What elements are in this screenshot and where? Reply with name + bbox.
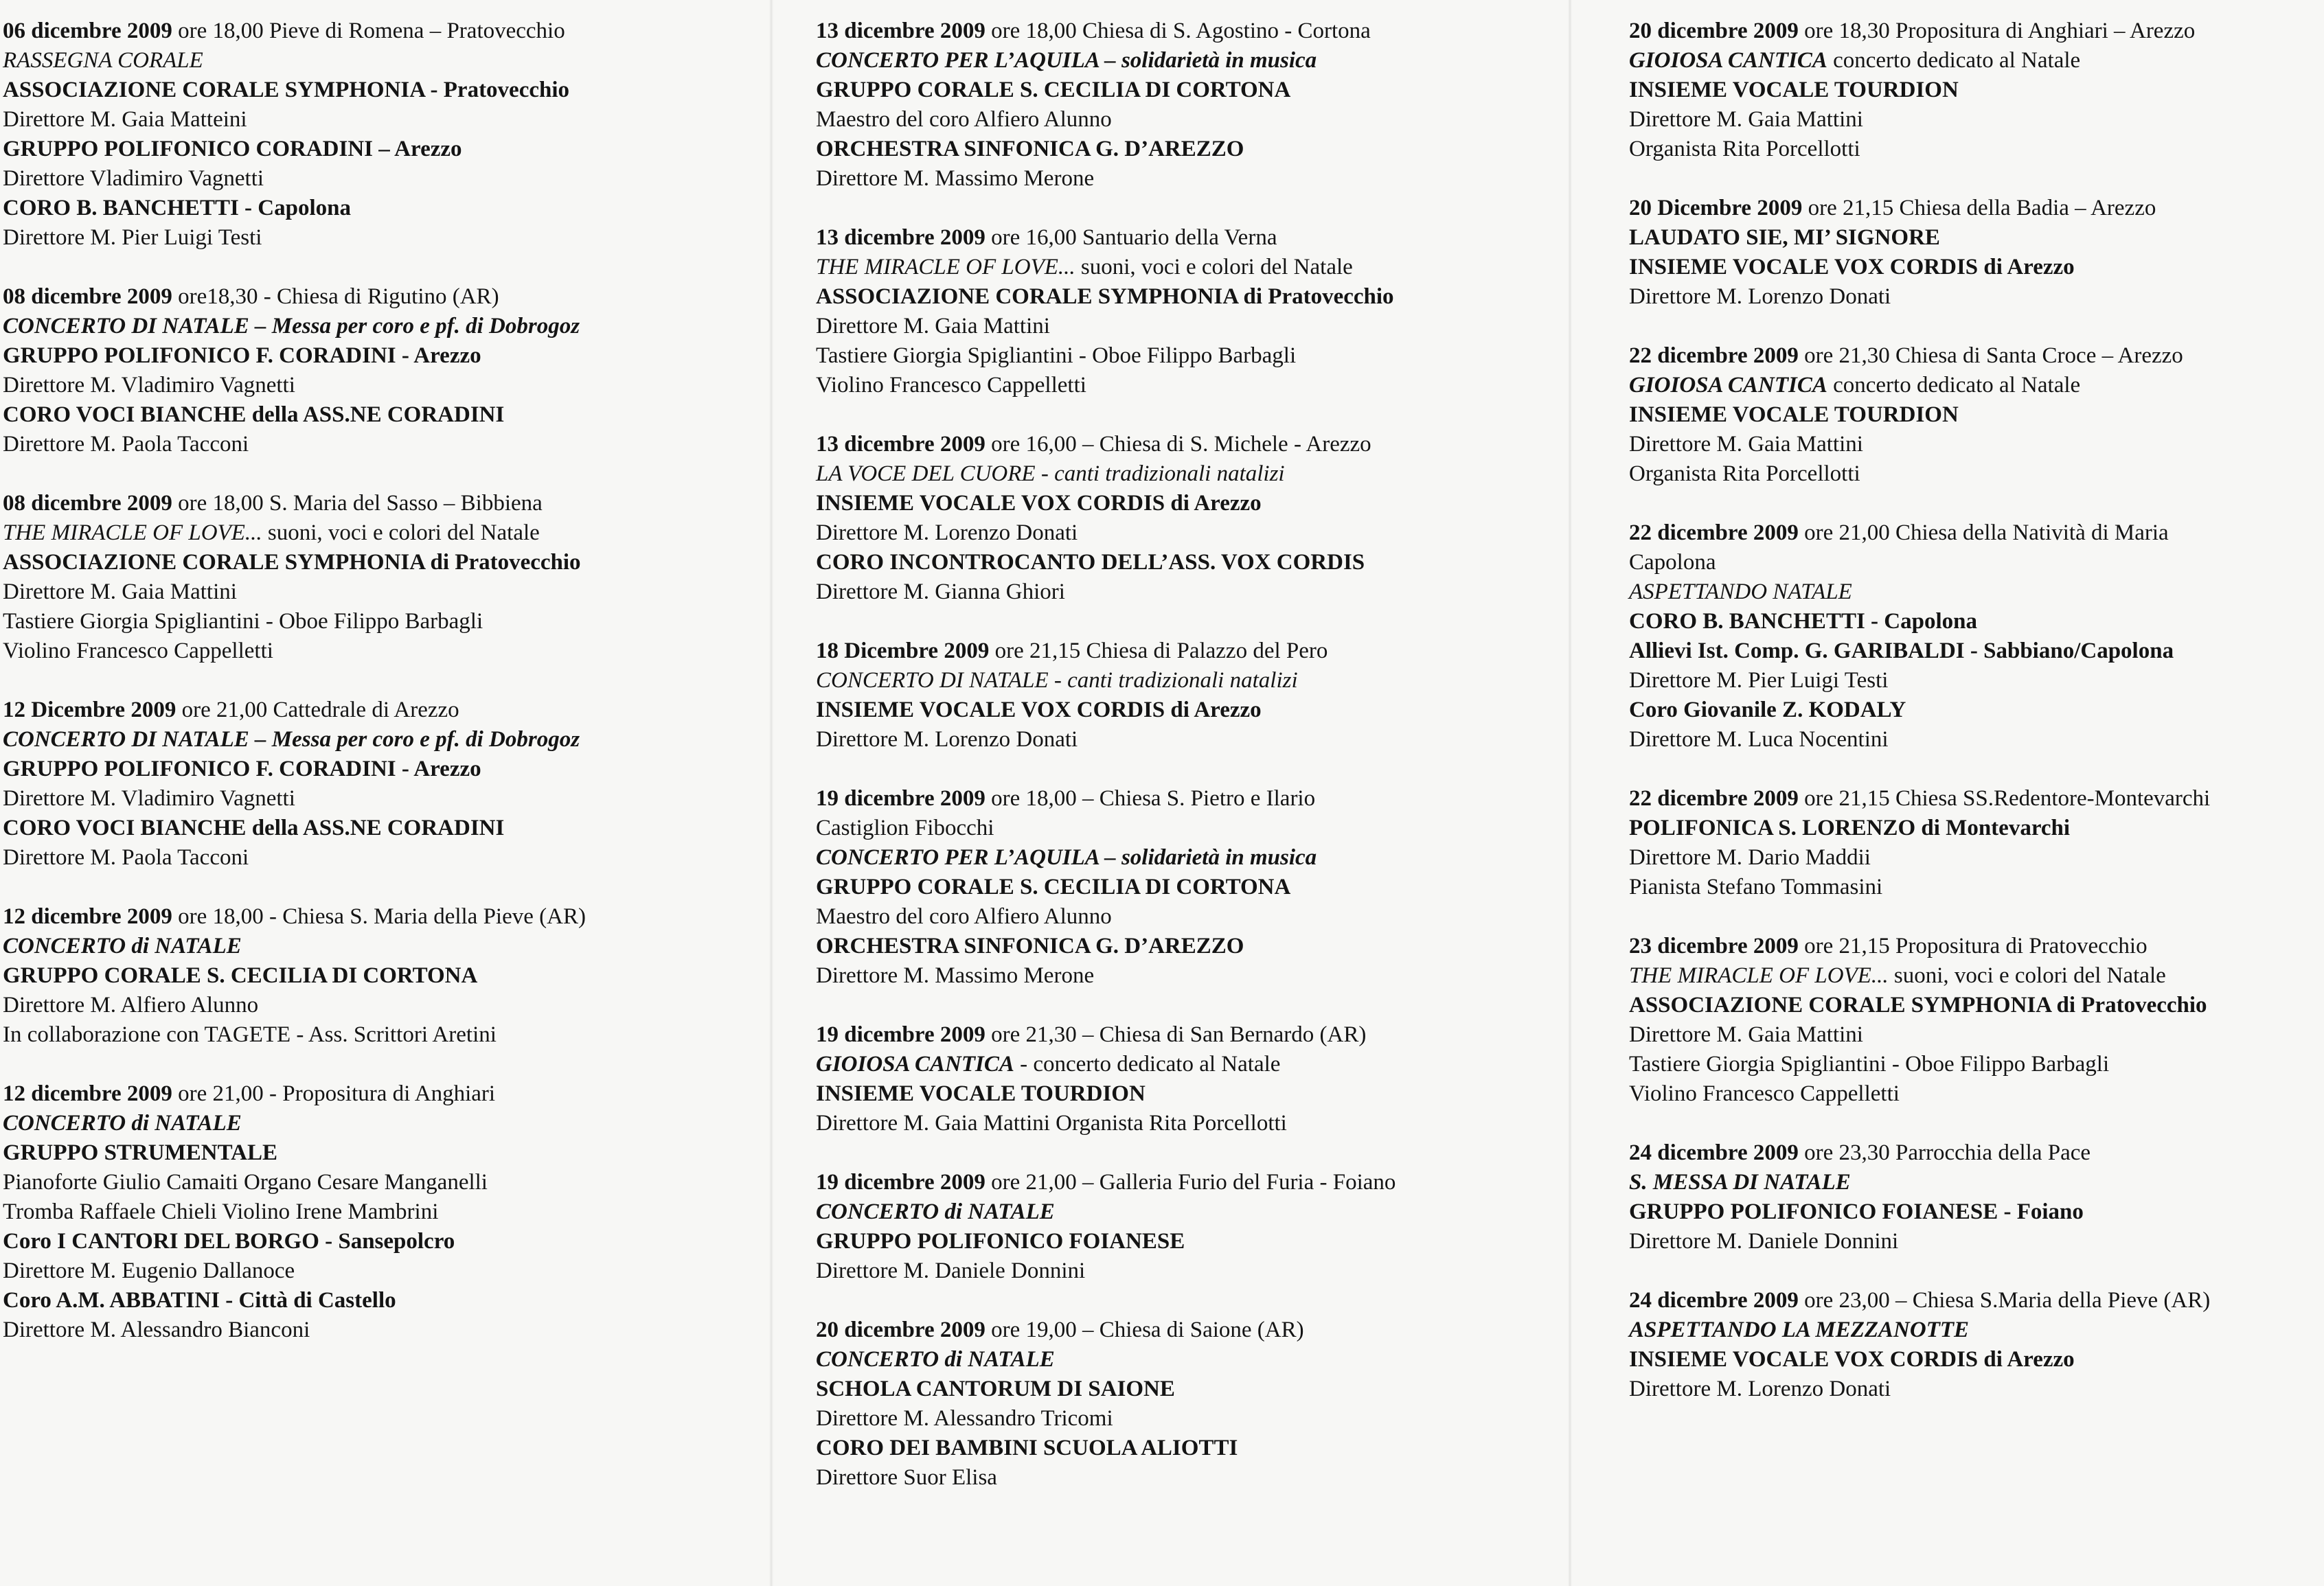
- text: Capolona: [1629, 550, 1716, 575]
- text: CONCERTO DI NATALE - canti tradizionali natalizi: [816, 668, 1298, 693]
- bold-text: 13 dicembre 2009: [816, 225, 986, 250]
- concert-date-line: [3, 16, 793, 46]
- text: Tastiere Giorgia Spigliantini - Oboe Filippo Barbagli: [3, 609, 483, 634]
- concert-detail-line: [3, 1315, 793, 1345]
- concert-detail-line: [1629, 1227, 2321, 1256]
- bold-text: 24 dicembre 2009: [1629, 1288, 1799, 1313]
- concert-detail-line: [1629, 843, 2321, 873]
- concert-detail-line: [1629, 873, 2321, 902]
- concert-detail-line: [1629, 1168, 2321, 1197]
- text: ore 21,15 Propositura di Pratovecchio: [1798, 934, 2148, 958]
- bold-text: GRUPPO STRUMENTALE: [3, 1140, 277, 1165]
- bold-text: INSIEME VOCALE TOURDION: [1629, 402, 1959, 427]
- bold-text: GRUPPO POLIFONICO FOIANESE: [816, 1229, 1185, 1254]
- concert-detail-line: [816, 135, 1613, 164]
- text: ore 21,00 - Propositura di Anghiari: [172, 1081, 496, 1106]
- column-left: [3, 16, 793, 1345]
- bold-text: 22 dicembre 2009: [1629, 343, 1799, 368]
- concert-detail-line: [1629, 1020, 2321, 1050]
- concert-entry: [816, 1020, 1613, 1138]
- concert-detail-line: [816, 518, 1613, 548]
- bold-text: CONCERTO PER L’AQUILA – solidarietà in musica: [816, 48, 1317, 73]
- text: Direttore M. Massimo Merone: [816, 166, 1095, 191]
- concert-detail-line: [1629, 991, 2321, 1020]
- concert-detail-line: [3, 1168, 793, 1197]
- text: ore 18,00 - Chiesa S. Maria della Pieve (AR): [172, 904, 586, 929]
- text: concerto dedicato al Natale: [1827, 373, 2081, 398]
- concert-detail-line: [1629, 253, 2321, 282]
- concert-detail-line: [3, 843, 793, 873]
- concert-detail-line: [3, 194, 793, 223]
- concert-entry: [3, 282, 793, 459]
- concert-detail-line: [1629, 607, 2321, 636]
- text: Direttore Vladimiro Vagnetti: [3, 166, 264, 191]
- concert-detail-line: [1629, 76, 2321, 105]
- concert-entry: [1629, 194, 2321, 312]
- bold-text: INSIEME VOCALE VOX CORDIS di Arezzo: [1629, 1347, 2075, 1372]
- concert-detail-line: [816, 1256, 1613, 1286]
- bold-text: GRUPPO POLIFONICO F. CORADINI - Arezzo: [3, 343, 481, 368]
- text: ore 18,00 – Chiesa S. Pietro e Ilario: [985, 786, 1316, 811]
- concert-entry: [1629, 784, 2321, 902]
- concert-detail-line: [1629, 430, 2321, 459]
- concert-entry: [3, 16, 793, 253]
- concert-date-line: [1629, 194, 2321, 223]
- concert-detail-line: [3, 961, 793, 991]
- text: THE MIRACLE OF LOVE...: [1629, 963, 1889, 988]
- concert-detail-line: [3, 814, 793, 843]
- bold-text: ORCHESTRA SINFONICA G. D’AREZZO: [816, 137, 1244, 161]
- text: Direttore M. Vladimiro Vagnetti: [3, 373, 295, 398]
- concert-detail-line: [3, 341, 793, 371]
- bold-text: ASPETTANDO LA MEZZANOTTE: [1629, 1318, 1970, 1342]
- text: ore 19,00 – Chiesa di Saione (AR): [985, 1318, 1304, 1342]
- concert-detail-line: [816, 1463, 1613, 1493]
- bold-text: INSIEME VOCALE VOX CORDIS di Arezzo: [1629, 255, 2075, 279]
- text: In collaborazione con TAGETE - Ass. Scrittori Aretini: [3, 1022, 497, 1047]
- concert-detail-line: [1629, 725, 2321, 755]
- text: Direttore M. Gaia Mattini: [1629, 107, 1863, 132]
- text: Direttore M. Alessandro Bianconi: [3, 1318, 310, 1342]
- text: suoni, voci e colori del Natale: [1888, 963, 2166, 988]
- concert-detail-line: [816, 76, 1613, 105]
- concert-date-line: [1629, 784, 2321, 814]
- bold-text: 12 dicembre 2009: [3, 904, 172, 929]
- concert-detail-line: [3, 135, 793, 164]
- concert-detail-line: [1629, 577, 2321, 607]
- column-middle: [816, 16, 1613, 1493]
- concert-entry: [3, 489, 793, 666]
- concert-detail-line: [1629, 1079, 2321, 1109]
- concert-entry: [1629, 341, 2321, 489]
- text: Organista Rita Porcellotti: [1629, 137, 1860, 161]
- concert-detail-line: [1629, 696, 2321, 725]
- bold-text: ASSOCIAZIONE CORALE SYMPHONIA di Pratovecchio: [3, 550, 581, 575]
- bold-text: 22 dicembre 2009: [1629, 520, 1799, 545]
- text: ore 21,30 – Chiesa di San Bernardo (AR): [985, 1022, 1367, 1047]
- concert-entry: [816, 636, 1613, 755]
- text: Direttore M. Paola Tacconi: [3, 845, 249, 870]
- bold-text: CORO DEI BAMBINI SCUOLA ALIOTTI: [816, 1436, 1238, 1460]
- bold-text: CONCERTO di NATALE: [3, 1111, 242, 1136]
- bold-text: SCHOLA CANTORUM DI SAIONE: [816, 1377, 1175, 1401]
- bold-text: GIOIOSA CANTICA: [1629, 48, 1827, 73]
- concert-detail-line: [816, 1197, 1613, 1227]
- text: ore 16,00 Santuario della Verna: [985, 225, 1277, 250]
- text: Organista Rita Porcellotti: [1629, 461, 1860, 486]
- concert-detail-line: [3, 755, 793, 784]
- text: ore 18,00 S. Maria del Sasso – Bibbiena: [172, 491, 543, 516]
- text: Pianoforte Giulio Camaiti Organo Cesare Manganelli: [3, 1170, 488, 1195]
- concert-detail-line: [3, 932, 793, 961]
- concert-detail-line: [816, 873, 1613, 902]
- concert-detail-line: [3, 577, 793, 607]
- text: Direttore M. Gaia Mattini: [816, 314, 1050, 338]
- text: ore 21,15 Chiesa della Badia – Arezzo: [1802, 196, 2156, 220]
- bold-text: INSIEME VOCALE TOURDION: [816, 1081, 1146, 1106]
- concert-detail-line: [3, 607, 793, 636]
- bold-text: GRUPPO CORALE S. CECILIA DI CORTONA: [3, 963, 478, 988]
- concert-detail-line: [3, 223, 793, 253]
- bold-text: 08 dicembre 2009: [3, 284, 172, 309]
- text: Direttore M. Gaia Matteini: [3, 107, 247, 132]
- text: Direttore M. Pier Luigi Testi: [3, 225, 262, 250]
- bold-text: GRUPPO POLIFONICO FOIANESE - Foiano: [1629, 1199, 2084, 1224]
- bold-text: POLIFONICA S. LORENZO di Montevarchi: [1629, 816, 2071, 840]
- text: Direttore M. Massimo Merone: [816, 963, 1095, 988]
- text: ore 21,00 – Galleria Furio del Furia - Foiano: [985, 1170, 1396, 1195]
- concert-detail-line: [816, 1434, 1613, 1463]
- concert-detail-line: [3, 105, 793, 135]
- text: concerto dedicato al Natale: [1827, 48, 2081, 73]
- text: Tastiere Giorgia Spigliantini - Oboe Filippo Barbagli: [816, 343, 1297, 368]
- bold-text: CONCERTO di NATALE: [3, 934, 242, 958]
- concert-entry: [816, 430, 1613, 607]
- concert-detail-line: [3, 784, 793, 814]
- concert-detail-line: [3, 400, 793, 430]
- concert-detail-line: [816, 312, 1613, 341]
- concert-detail-line: [1629, 400, 2321, 430]
- concert-date-line: [3, 696, 793, 725]
- concert-entry: [3, 902, 793, 1050]
- bold-text: CORO VOCI BIANCHE della ASS.NE CORADINI: [3, 816, 505, 840]
- text: Maestro del coro Alfiero Alunno: [816, 904, 1112, 929]
- concert-date-line: [1629, 518, 2321, 548]
- concert-detail-line: [3, 312, 793, 341]
- concert-detail-line: [816, 282, 1613, 312]
- text: Direttore M. Gaia Mattini: [1629, 432, 1863, 457]
- concert-detail-line: [3, 371, 793, 400]
- text: Direttore M. Daniele Donnini: [1629, 1229, 1899, 1254]
- text: ore 21,00 Cattedrale di Arezzo: [176, 698, 459, 722]
- concert-date-line: [1629, 932, 2321, 961]
- bold-text: CONCERTO di NATALE: [816, 1347, 1055, 1372]
- concert-detail-line: [816, 961, 1613, 991]
- bold-text: 20 Dicembre 2009: [1629, 196, 1803, 220]
- concert-detail-line: [816, 696, 1613, 725]
- concert-date-line: [816, 223, 1613, 253]
- concert-detail-line: [816, 902, 1613, 932]
- concert-detail-line: [3, 1286, 793, 1315]
- concert-entry: [1629, 1138, 2321, 1256]
- concert-detail-line: [816, 46, 1613, 76]
- text: Direttore Suor Elisa: [816, 1465, 997, 1490]
- bold-text: INSIEME VOCALE VOX CORDIS di Arezzo: [816, 491, 1262, 516]
- bold-text: 19 dicembre 2009: [816, 1170, 986, 1195]
- concert-entry: [1629, 1286, 2321, 1404]
- concert-date-line: [1629, 1286, 2321, 1315]
- text: Direttore M. Gaia Mattini Organista Rita Porcellotti: [816, 1111, 1287, 1136]
- text: Direttore M. Daniele Donnini: [816, 1259, 1086, 1283]
- bold-text: CORO B. BANCHETTI - Capolona: [3, 196, 352, 220]
- bold-text: INSIEME VOCALE TOURDION: [1629, 78, 1959, 102]
- bold-text: Coro Giovanile Z. KODALY: [1629, 698, 1906, 722]
- text: Direttore M. Lorenzo Donati: [816, 520, 1078, 545]
- concert-detail-line: [816, 725, 1613, 755]
- concert-detail-line: [816, 1404, 1613, 1434]
- concert-detail-line: [1629, 1375, 2321, 1404]
- concert-date-line: [816, 784, 1613, 814]
- text: ore 16,00 – Chiesa di S. Michele - Arezzo: [985, 432, 1371, 457]
- text: Direttore M. Gaia Mattini: [3, 579, 237, 604]
- text: ore18,30 - Chiesa di Rigutino (AR): [172, 284, 499, 309]
- concert-detail-line: [1629, 135, 2321, 164]
- text: ore 21,15 Chiesa di Palazzo del Pero: [989, 639, 1328, 663]
- concert-detail-line: [3, 1256, 793, 1286]
- concert-entry: [3, 696, 793, 873]
- concert-detail-line: [816, 253, 1613, 282]
- bold-text: GRUPPO CORALE S. CECILIA DI CORTONA: [816, 78, 1291, 102]
- bold-text: 22 dicembre 2009: [1629, 786, 1799, 811]
- text: ore 18,00 Pieve di Romena – Pratovecchio: [172, 19, 565, 43]
- bold-text: 24 dicembre 2009: [1629, 1140, 1799, 1165]
- concert-date-line: [816, 1315, 1613, 1345]
- column-right: [1629, 16, 2321, 1404]
- concert-detail-line: [3, 1227, 793, 1256]
- concert-detail-line: [3, 76, 793, 105]
- text: Pianista Stefano Tommasini: [1629, 875, 1883, 899]
- concert-date-line: [816, 16, 1613, 46]
- text: Direttore M. Paola Tacconi: [3, 432, 249, 457]
- concert-detail-line: [3, 1197, 793, 1227]
- text: Direttore M. Lorenzo Donati: [1629, 1377, 1891, 1401]
- text: Direttore M. Pier Luigi Testi: [1629, 668, 1889, 693]
- text: Direttore M. Lorenzo Donati: [1629, 284, 1891, 309]
- concert-detail-line: [816, 843, 1613, 873]
- concert-detail-line: [1629, 1315, 2321, 1345]
- concert-detail-line: [1629, 666, 2321, 696]
- concert-detail-line: [3, 1109, 793, 1138]
- text: - concerto dedicato al Natale: [1014, 1052, 1281, 1077]
- concert-entry: [1629, 932, 2321, 1109]
- bold-text: Coro A.M. ABBATINI - Città di Castello: [3, 1288, 396, 1313]
- bold-text: 18 Dicembre 2009: [816, 639, 990, 663]
- bold-text: CONCERTO DI NATALE – Messa per coro e pf. di Dobrogoz: [3, 727, 580, 752]
- bold-text: GRUPPO POLIFONICO CORADINI – Arezzo: [3, 137, 462, 161]
- bold-text: 06 dicembre 2009: [3, 19, 172, 43]
- bold-text: ORCHESTRA SINFONICA G. D’AREZZO: [816, 934, 1244, 958]
- text: THE MIRACLE OF LOVE...: [816, 255, 1075, 279]
- concert-detail-line: [3, 164, 793, 194]
- concert-detail-line: [1629, 1050, 2321, 1079]
- concert-detail-line: [816, 1375, 1613, 1404]
- concert-detail-line: [3, 636, 793, 666]
- text: Direttore M. Dario Maddii: [1629, 845, 1871, 870]
- concert-detail-line: [1629, 636, 2321, 666]
- concert-detail-line: [1629, 961, 2321, 991]
- bold-text: GIOIOSA CANTICA: [1629, 373, 1827, 398]
- concert-detail-line: [3, 725, 793, 755]
- text: LA VOCE DEL CUORE - canti tradizionali natalizi: [816, 461, 1285, 486]
- bold-text: 20 dicembre 2009: [816, 1318, 986, 1342]
- bold-text: 12 Dicembre 2009: [3, 698, 176, 722]
- bold-text: 13 dicembre 2009: [816, 19, 986, 43]
- bold-text: ASSOCIAZIONE CORALE SYMPHONIA - Pratovecchio: [3, 78, 570, 102]
- concert-detail-line: [1629, 1197, 2321, 1227]
- text: Direttore M. Luca Nocentini: [1629, 727, 1889, 752]
- bold-text: GIOIOSA CANTICA: [816, 1052, 1014, 1077]
- bold-text: ASSOCIAZIONE CORALE SYMPHONIA di Pratovecchio: [1629, 993, 2207, 1018]
- concert-date-line: [3, 902, 793, 932]
- bold-text: 20 dicembre 2009: [1629, 19, 1799, 43]
- concert-entry: [816, 784, 1613, 991]
- text: ore 23,00 – Chiesa S.Maria della Pieve (AR): [1798, 1288, 2211, 1313]
- bold-text: GRUPPO POLIFONICO F. CORADINI - Arezzo: [3, 757, 481, 781]
- concert-date-line: [816, 1020, 1613, 1050]
- text: Tastiere Giorgia Spigliantini - Oboe Filippo Barbagli: [1629, 1052, 2110, 1077]
- text: Violino Francesco Cappelletti: [3, 639, 273, 663]
- concert-entry: [1629, 16, 2321, 164]
- bold-text: 08 dicembre 2009: [3, 491, 172, 516]
- concert-date-line: [3, 489, 793, 518]
- concert-date-line: [1629, 1138, 2321, 1168]
- concert-date-line: [3, 1079, 793, 1109]
- concert-entry: [816, 16, 1613, 194]
- concert-detail-line: [3, 1020, 793, 1050]
- concert-entry: [3, 1079, 793, 1345]
- concert-detail-line: [1629, 105, 2321, 135]
- concert-detail-line: [816, 932, 1613, 961]
- bold-text: LAUDATO SIE, MI’ SIGNORE: [1629, 225, 1940, 250]
- concert-detail-line: [1629, 371, 2321, 400]
- bold-text: INSIEME VOCALE VOX CORDIS di Arezzo: [816, 698, 1262, 722]
- concert-date-line: [1629, 341, 2321, 371]
- concert-detail-line: [816, 371, 1613, 400]
- bold-text: S. MESSA DI NATALE: [1629, 1170, 1851, 1195]
- text: ore 21,30 Chiesa di Santa Croce – Arezzo: [1798, 343, 2183, 368]
- concert-detail-line: [816, 1079, 1613, 1109]
- text: Direttore M. Alfiero Alunno: [3, 993, 259, 1018]
- concert-detail-line: [816, 548, 1613, 577]
- text: ASPETTANDO NATALE: [1629, 579, 1852, 604]
- concert-detail-line: [816, 1050, 1613, 1079]
- concert-detail-line: [816, 1109, 1613, 1138]
- bold-text: CONCERTO PER L’AQUILA – solidarietà in musica: [816, 845, 1317, 870]
- concert-detail-line: [1629, 282, 2321, 312]
- bold-text: 13 dicembre 2009: [816, 432, 986, 457]
- bold-text: CORO INCONTROCANTO DELL’ASS. VOX CORDIS: [816, 550, 1365, 575]
- bold-text: CORO B. BANCHETTI - Capolona: [1629, 609, 1978, 634]
- concert-detail-line: [816, 105, 1613, 135]
- bold-text: CORO VOCI BIANCHE della ASS.NE CORADINI: [3, 402, 505, 427]
- concert-detail-line: [816, 164, 1613, 194]
- text: Direttore M. Vladimiro Vagnetti: [3, 786, 295, 811]
- text: ore 21,15 Chiesa SS.Redentore-Montevarchi: [1798, 786, 2211, 811]
- concert-date-line: [816, 636, 1613, 666]
- text: Castiglion Fibocchi: [816, 816, 994, 840]
- bold-text: 19 dicembre 2009: [816, 1022, 986, 1047]
- text: ore 21,00 Chiesa della Natività di Maria: [1798, 520, 2169, 545]
- text: RASSEGNA CORALE: [3, 48, 203, 73]
- text: Maestro del coro Alfiero Alunno: [816, 107, 1112, 132]
- text: suoni, voci e colori del Natale: [262, 520, 540, 545]
- concert-detail-line: [816, 341, 1613, 371]
- text: ore 23,30 Parrocchia della Pace: [1798, 1140, 2091, 1165]
- text: Direttore M. Alessandro Tricomi: [816, 1406, 1113, 1431]
- bold-text: ASSOCIAZIONE CORALE SYMPHONIA di Pratovecchio: [816, 284, 1394, 309]
- bold-text: Coro I CANTORI DEL BORGO - Sansepolcro: [3, 1229, 455, 1254]
- concert-date-line: [816, 1168, 1613, 1197]
- concert-detail-line: [816, 814, 1613, 843]
- concert-date-line: [1629, 16, 2321, 46]
- text: Violino Francesco Cappelletti: [816, 373, 1086, 398]
- concert-detail-line: [816, 489, 1613, 518]
- text: suoni, voci e colori del Natale: [1075, 255, 1353, 279]
- text: THE MIRACLE OF LOVE...: [3, 520, 262, 545]
- concert-detail-line: [1629, 459, 2321, 489]
- text: ore 18,30 Propositura di Anghiari – Arezzo: [1798, 19, 2196, 43]
- text: Direttore M. Eugenio Dallanoce: [3, 1259, 295, 1283]
- concert-detail-line: [816, 1227, 1613, 1256]
- concert-detail-line: [816, 577, 1613, 607]
- bold-text: GRUPPO CORALE S. CECILIA DI CORTONA: [816, 875, 1291, 899]
- concert-entry: [816, 1315, 1613, 1493]
- concert-detail-line: [3, 518, 793, 548]
- concert-detail-line: [3, 46, 793, 76]
- concert-entry: [1629, 518, 2321, 755]
- concert-detail-line: [816, 1345, 1613, 1375]
- text: Direttore M. Lorenzo Donati: [816, 727, 1078, 752]
- text: Violino Francesco Cappelletti: [1629, 1081, 1900, 1106]
- text: Direttore M. Gaia Mattini: [1629, 1022, 1863, 1047]
- concert-detail-line: [3, 991, 793, 1020]
- concert-detail-line: [1629, 46, 2321, 76]
- concert-entry: [816, 1168, 1613, 1286]
- bold-text: CONCERTO di NATALE: [816, 1199, 1055, 1224]
- concert-date-line: [816, 430, 1613, 459]
- concert-detail-line: [3, 430, 793, 459]
- concert-detail-line: [3, 548, 793, 577]
- concert-detail-line: [1629, 548, 2321, 577]
- bold-text: 23 dicembre 2009: [1629, 934, 1799, 958]
- text: Tromba Raffaele Chieli Violino Irene Mambrini: [3, 1199, 439, 1224]
- concert-detail-line: [816, 666, 1613, 696]
- text: Direttore M. Gianna Ghiori: [816, 579, 1065, 604]
- concert-detail-line: [3, 1138, 793, 1168]
- concert-entry: [816, 223, 1613, 400]
- concert-detail-line: [1629, 814, 2321, 843]
- text: ore 18,00 Chiesa di S. Agostino - Cortona: [985, 19, 1371, 43]
- concert-detail-line: [816, 459, 1613, 489]
- bold-text: 12 dicembre 2009: [3, 1081, 172, 1106]
- bold-text: 19 dicembre 2009: [816, 786, 986, 811]
- concert-detail-line: [1629, 1345, 2321, 1375]
- bold-text: Allievi Ist. Comp. G. GARIBALDI - Sabbiano/Capolona: [1629, 639, 2174, 663]
- concert-detail-line: [1629, 223, 2321, 253]
- concert-date-line: [3, 282, 793, 312]
- bold-text: CONCERTO DI NATALE – Messa per coro e pf. di Dobrogoz: [3, 314, 580, 338]
